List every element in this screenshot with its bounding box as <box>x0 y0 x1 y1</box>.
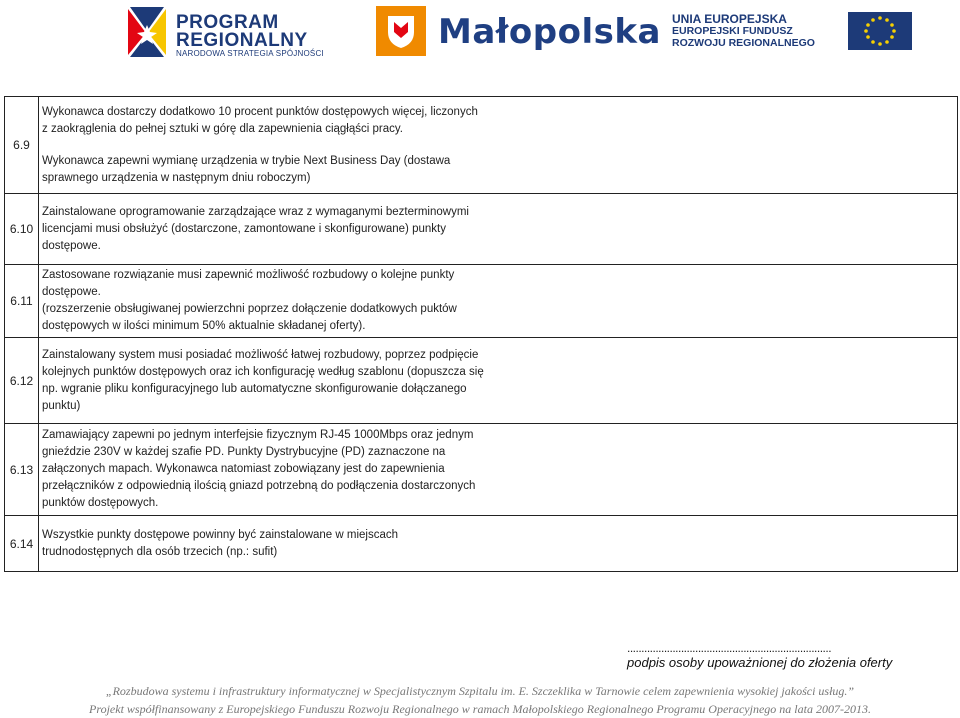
row-paragraph: Zastosowane rozwiązanie musi zapewnić możliwość rozbudowy o kolejne punkty dostępowe. (rozszerzenie obsługiwanej powierzchni poprzez dołączenie dodatkowych puktów dostępowych w ilości minimum 50% aktualnie składanej oferty). <box>42 269 457 332</box>
logo-eu-line3: ROZWOJU REGIONALNEGO <box>672 37 815 49</box>
row-number: 6.13 <box>5 424 39 516</box>
row-number: 6.12 <box>5 338 39 424</box>
logo-program-line1: PROGRAM <box>176 12 279 33</box>
row-description <box>39 338 958 424</box>
program-regionalny-logo <box>124 3 324 59</box>
row-paragraph: Zainstalowane oprogramowanie zarządzające wraz z wymaganymi bezterminowymi licencjami musi obsłużyć (dostarczone, zamontowane i skonfigurowane) punkty dostępowe. <box>42 205 469 252</box>
logo-eu-line2: EUROPEJSKI FUNDUSZ <box>672 25 793 37</box>
table-row <box>5 194 958 265</box>
row-description <box>39 97 958 194</box>
row-paragraph: Wykonawca dostarczy dodatkowo 10 procent punktów dostępowych więcej, liczonych z zaokrąglenia do pełnej sztuki w górę dla zapewnienia ciągłąści pracy. <box>42 105 478 135</box>
page-footer <box>0 682 960 718</box>
logo-malopolska-text: Małopolska <box>438 12 661 52</box>
table-row <box>5 265 958 338</box>
row-number: 6.14 <box>5 516 39 572</box>
logo-header <box>0 0 960 62</box>
row-paragraph: Zamawiający zapewni po jednym interfejsie fizycznym RJ-45 1000Mbps oraz jednym gnieździe 230V w każdej szafie PD. Punkty Dystrybucyjne (PD) zaznaczone na załączonych mapach. Wykonawca natomiast zobowiązany jest do zapewnienia przełączników z odpowiednią ilością gniazd potrzebną do podłączenia dostarczonych punktów dostępowych. <box>42 429 476 509</box>
footer-line1: „Rozbudowa systemu i infrastruktury informatycznej w Specjalistycznym Szpitalu im. E. Szczeklika w Tarnowie celem zapewnienia wysokiej jakości usług.” <box>105 684 855 698</box>
eu-logo <box>672 12 952 52</box>
malopolska-crest-icon <box>376 6 426 56</box>
row-number: 6.9 <box>5 97 39 194</box>
row-number: 6.10 <box>5 194 39 265</box>
row-paragraph: Wykonawca zapewni wymianę urządzenia w trybie Next Business Day (dostawa sprawnego urządzenia w następnym dniu roboczym) <box>42 154 451 184</box>
malopolska-logo <box>376 6 661 56</box>
table-row <box>5 97 958 194</box>
star-logo-icon <box>124 3 170 59</box>
table-row <box>5 424 958 516</box>
row-description <box>39 265 958 338</box>
signature-label: podpis osoby upoważnionej do złożenia oferty <box>627 655 893 670</box>
row-description <box>39 194 958 265</box>
footer-line2: Projekt współfinansowany z Europejskiego Funduszu Rozwoju Regionalnego w ramach Małopolskiego Regionalnego Programu Operacyjnego na lata 2007-2013. <box>89 702 871 716</box>
logo-program-line2: REGIONALNY <box>176 30 308 51</box>
requirements-table <box>4 96 958 572</box>
table-row <box>5 338 958 424</box>
table-row <box>5 516 958 572</box>
row-description <box>39 424 958 516</box>
signature-line: ........................................................................ <box>627 641 832 655</box>
logo-eu-line1: UNIA EUROPEJSKA <box>672 12 787 26</box>
row-paragraph: Zainstalowany system musi posiadać możliwość łatwej rozbudowy, poprzez podpięcie kolejnych punktów dostępowych oraz ich konfigurację według szablonu (dopuszcza się np. wgranie pliku konfiguracyjnego lub automatyczne skonfigurowanie dołączanego punktu) <box>42 348 484 412</box>
logo-program-line3: NARODOWA STRATEGIA SPÓJNOŚCI <box>176 49 324 58</box>
eu-flag-icon <box>848 12 912 50</box>
row-number: 6.11 <box>5 265 39 338</box>
row-description <box>39 516 958 572</box>
row-paragraph: Wszystkie punkty dostępowe powinny być zainstalowane w miejscach trudnodostępnych dla osób trzecich (np.: sufit) <box>42 528 399 558</box>
